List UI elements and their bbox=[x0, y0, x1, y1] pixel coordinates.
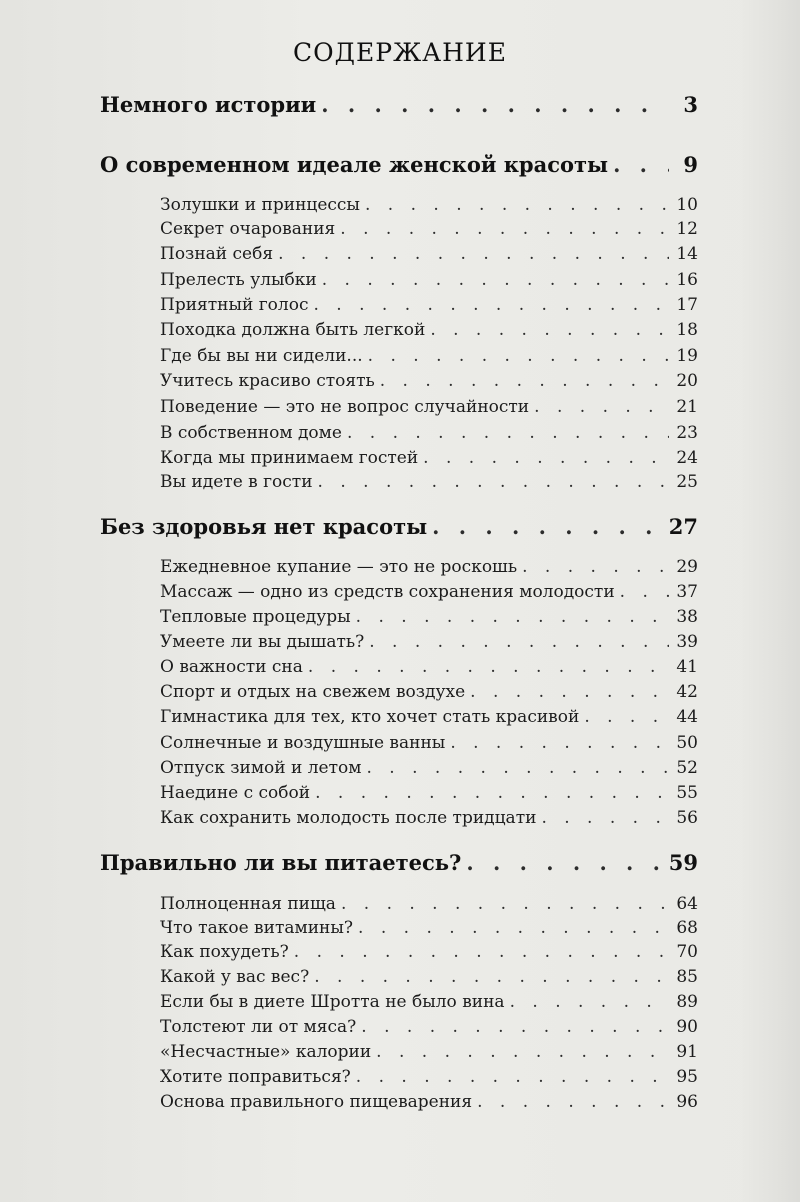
toc-item bbox=[160, 423, 698, 443]
toc-item bbox=[160, 219, 698, 239]
toc-item bbox=[160, 244, 698, 264]
dot-leader bbox=[584, 707, 669, 727]
toc-item bbox=[160, 195, 698, 215]
toc-title: СОДЕРЖАНИЕ bbox=[293, 38, 507, 67]
page-number: 12 bbox=[676, 219, 698, 239]
toc-item bbox=[160, 733, 698, 753]
page-number: 23 bbox=[676, 423, 698, 443]
dot-leader bbox=[365, 195, 669, 215]
page-number: 19 bbox=[676, 346, 698, 366]
toc-chapter bbox=[100, 850, 698, 875]
dot-leader bbox=[278, 244, 669, 264]
dot-leader bbox=[376, 1042, 669, 1062]
entry-title: О современном идеале женской красоты bbox=[100, 152, 609, 177]
entry-title: Секрет очарования bbox=[160, 219, 336, 239]
page-number: 17 bbox=[676, 295, 698, 315]
entry-title: Тепловые процедуры bbox=[160, 607, 351, 627]
dot-leader bbox=[341, 894, 669, 914]
entry-title: Полноценная пища bbox=[160, 894, 336, 914]
dot-leader bbox=[432, 514, 664, 539]
dot-leader bbox=[368, 346, 669, 366]
toc-item bbox=[160, 657, 698, 677]
entry-title: Наедине с собой bbox=[160, 783, 311, 803]
dot-leader bbox=[308, 657, 669, 677]
page-number: 59 bbox=[668, 850, 698, 875]
toc-item bbox=[160, 632, 698, 652]
page-number: 21 bbox=[676, 397, 698, 417]
dot-leader bbox=[510, 992, 669, 1012]
entry-title: Поведение — это не вопрос случайности bbox=[160, 397, 530, 417]
toc-chapter bbox=[100, 514, 698, 539]
page-number: 96 bbox=[676, 1092, 698, 1112]
entry-title: Массаж — одно из средств сохранения молодости bbox=[160, 582, 615, 602]
entry-title: Хотите поправиться? bbox=[160, 1067, 351, 1087]
toc-item bbox=[160, 397, 698, 417]
page-number: 3 bbox=[683, 92, 698, 117]
entry-title: Какой у вас вес? bbox=[160, 967, 310, 987]
dot-leader bbox=[613, 152, 669, 177]
dot-leader bbox=[313, 295, 669, 315]
page-number: 52 bbox=[676, 758, 698, 778]
toc-item bbox=[160, 942, 698, 962]
toc-item bbox=[160, 1042, 698, 1062]
toc-item bbox=[160, 1067, 698, 1087]
toc-chapter bbox=[100, 92, 698, 117]
toc-chapter bbox=[100, 152, 698, 177]
dot-leader bbox=[380, 371, 669, 391]
toc-item bbox=[160, 295, 698, 315]
page-number: 14 bbox=[676, 244, 698, 264]
dot-leader bbox=[541, 808, 669, 828]
entry-title: Толстеют ли от мяса? bbox=[160, 1017, 357, 1037]
page-number: 24 bbox=[676, 448, 698, 468]
dot-leader bbox=[322, 270, 669, 290]
entry-title: Правильно ли вы питаетесь? bbox=[100, 850, 462, 875]
dot-leader bbox=[318, 472, 669, 492]
dot-leader bbox=[470, 682, 669, 702]
entry-title: Походка должна быть легкой bbox=[160, 320, 426, 340]
toc-item bbox=[160, 918, 698, 938]
toc-item bbox=[160, 894, 698, 914]
toc-item bbox=[160, 1017, 698, 1037]
page-number: 9 bbox=[683, 152, 698, 177]
dot-leader bbox=[347, 423, 669, 443]
dot-leader bbox=[314, 967, 669, 987]
entry-title: Спорт и отдых на свежем воздухе bbox=[160, 682, 466, 702]
toc-item bbox=[160, 472, 698, 492]
page-number: 37 bbox=[676, 582, 698, 602]
dot-leader bbox=[340, 219, 669, 239]
entry-title: Умеете ли вы дышать? bbox=[160, 632, 365, 652]
page-number: 44 bbox=[676, 707, 698, 727]
entry-title: В собственном доме bbox=[160, 423, 342, 443]
page-number: 29 bbox=[676, 557, 698, 577]
page-number: 70 bbox=[676, 942, 698, 962]
page-number: 39 bbox=[676, 632, 698, 652]
entry-title: Без здоровья нет красоты bbox=[100, 514, 428, 539]
toc-item bbox=[160, 758, 698, 778]
entry-title: Приятный голос bbox=[160, 295, 309, 315]
page-number: 85 bbox=[676, 967, 698, 987]
page-number: 20 bbox=[676, 371, 698, 391]
dot-leader bbox=[466, 850, 663, 875]
dot-leader bbox=[366, 758, 669, 778]
entry-title: О важности сна bbox=[160, 657, 303, 677]
page-number: 41 bbox=[676, 657, 698, 677]
dot-leader bbox=[477, 1092, 669, 1112]
entry-title: Прелесть улыбки bbox=[160, 270, 317, 290]
entry-title: Если бы в диете Шротта не было вина bbox=[160, 992, 505, 1012]
toc-item bbox=[160, 1092, 698, 1112]
dot-leader bbox=[315, 783, 669, 803]
entry-title: Гимнастика для тех, кто хочет стать красивой bbox=[160, 707, 580, 727]
dot-leader bbox=[358, 918, 669, 938]
toc-item bbox=[160, 607, 698, 627]
toc-item bbox=[160, 557, 698, 577]
dot-leader bbox=[321, 92, 669, 117]
toc-item bbox=[160, 270, 698, 290]
page-number: 68 bbox=[676, 918, 698, 938]
entry-title: Что такое витамины? bbox=[160, 918, 354, 938]
toc-item bbox=[160, 967, 698, 987]
entry-title: Познай себя bbox=[160, 244, 274, 264]
entry-title: Как сохранить молодость после тридцати bbox=[160, 808, 537, 828]
page-number: 10 bbox=[676, 195, 698, 215]
dot-leader bbox=[522, 557, 669, 577]
dot-leader bbox=[430, 320, 669, 340]
dot-leader bbox=[534, 397, 669, 417]
page-number: 50 bbox=[676, 733, 698, 753]
toc-item bbox=[160, 783, 698, 803]
page-number: 25 bbox=[676, 472, 698, 492]
entry-title: Отпуск зимой и летом bbox=[160, 758, 362, 778]
entry-title: Золушки и принцессы bbox=[160, 195, 360, 215]
dot-leader bbox=[361, 1017, 669, 1037]
entry-title: Где бы вы ни сидели... bbox=[160, 346, 363, 366]
dot-leader bbox=[356, 1067, 669, 1087]
entry-title: Ежедневное купание — это не роскошь bbox=[160, 557, 518, 577]
toc-item bbox=[160, 346, 698, 366]
page-number: 16 bbox=[676, 270, 698, 290]
toc-item bbox=[160, 320, 698, 340]
toc-item bbox=[160, 682, 698, 702]
toc-item bbox=[160, 992, 698, 1012]
entry-title: «Несчастные» калории bbox=[160, 1042, 372, 1062]
entry-title: Основа правильного пищеварения bbox=[160, 1092, 473, 1112]
dot-leader bbox=[369, 632, 669, 652]
dot-leader bbox=[294, 942, 669, 962]
entry-title: Немного истории bbox=[100, 92, 317, 117]
entry-title: Как похудеть? bbox=[160, 942, 289, 962]
entry-title: Когда мы принимаем гостей bbox=[160, 448, 419, 468]
dot-leader bbox=[356, 607, 669, 627]
page-number: 56 bbox=[676, 808, 698, 828]
toc-item bbox=[160, 371, 698, 391]
page-number: 55 bbox=[676, 783, 698, 803]
page-number: 64 bbox=[676, 894, 698, 914]
toc-item bbox=[160, 448, 698, 468]
dot-leader bbox=[450, 733, 669, 753]
page-number: 42 bbox=[676, 682, 698, 702]
entry-title: Солнечные и воздушные ванны bbox=[160, 733, 446, 753]
dot-leader bbox=[620, 582, 669, 602]
toc-item bbox=[160, 582, 698, 602]
page-number: 95 bbox=[676, 1067, 698, 1087]
entry-title: Учитесь красиво стоять bbox=[160, 371, 375, 391]
toc-item bbox=[160, 707, 698, 727]
toc-item bbox=[160, 808, 698, 828]
page-number: 18 bbox=[676, 320, 698, 340]
entry-title: Вы идете в гости bbox=[160, 472, 313, 492]
page-number: 38 bbox=[676, 607, 698, 627]
page-number: 27 bbox=[668, 514, 698, 539]
dot-leader bbox=[423, 448, 669, 468]
page-number: 90 bbox=[676, 1017, 698, 1037]
page-number: 89 bbox=[676, 992, 698, 1012]
page-number: 91 bbox=[676, 1042, 698, 1062]
